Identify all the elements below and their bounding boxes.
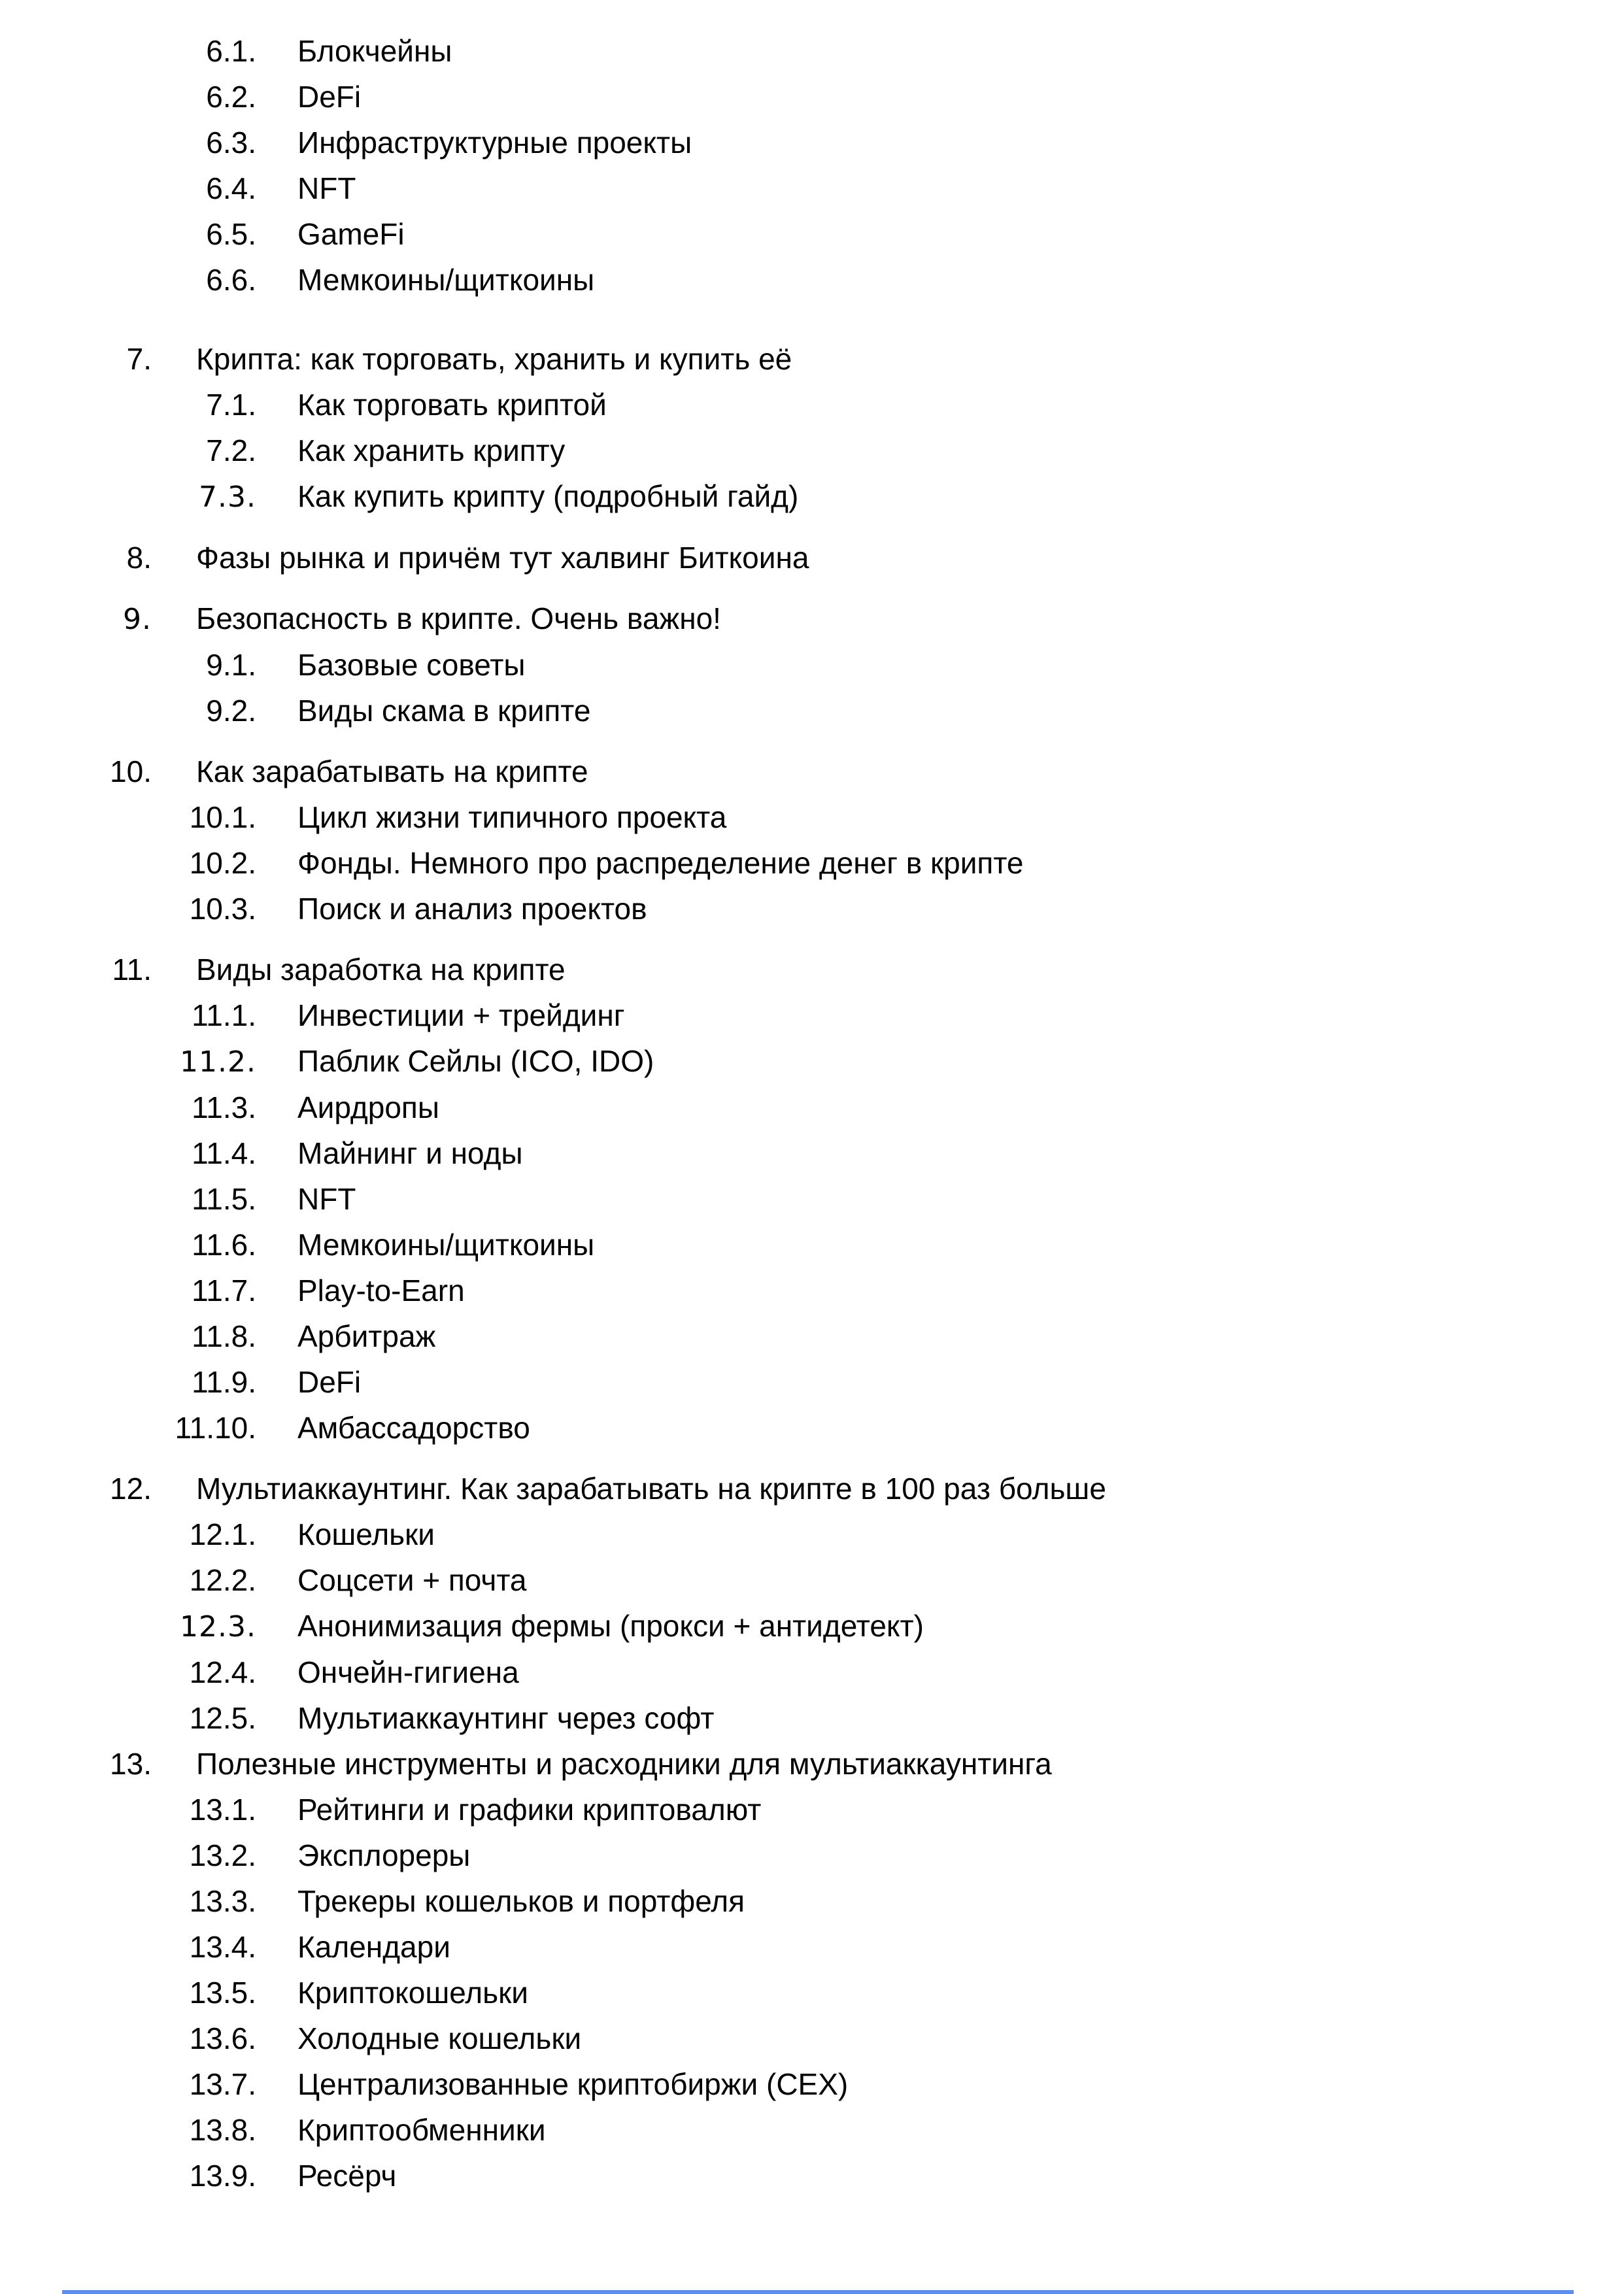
toc-item-label: Трекеры кошельков и портфеля [297,1884,745,1918]
toc-item-label: Мемкоины/щиткоины [297,263,595,297]
toc-item-number: 11.2. [180,1045,256,1079]
toc-item-number: 10.1. [189,800,256,834]
toc-item [0,1181,1624,1218]
toc-item [0,1089,1624,1126]
toc-item [0,1700,1624,1737]
toc-item-label: Мультиаккаунтинг. Как зарабатывать на крипте в 100 раз больше [196,1472,1106,1506]
toc-item-label: Ончейн-гигиена [297,1655,519,1689]
toc-item-label: Как хранить крипту [297,433,566,467]
toc-item-number: 6.2. [206,80,256,114]
toc-item-number: 9.2. [206,694,256,728]
toc-item-label: Календари [297,1930,450,1964]
toc-item [0,124,1624,161]
toc-item [0,2157,1624,2195]
toc-item-number: 12.3. [180,1610,256,1644]
toc-item-number: 11.10. [175,1411,256,1445]
toc-item-number: 11.6. [192,1228,256,1262]
toc-item [0,261,1624,299]
toc-item-label: Play-to-Earn [297,1274,465,1307]
toc-item [0,647,1624,684]
toc-item-label: Холодные кошельки [297,2021,582,2055]
toc-item-number: 8. [126,541,152,575]
toc-item [0,1226,1624,1264]
toc-item-label: Блокчейны [297,34,452,68]
toc-item-label: DeFi [297,1365,362,1399]
toc-item-label: Кошельки [297,1517,435,1551]
toc-item-number: 13.3. [189,1884,256,1918]
toc-item [0,1364,1624,1401]
toc-item-number: 13.9. [189,2159,256,2193]
toc-item [0,341,1624,378]
toc-item-number: 13.2. [189,1838,256,1872]
toc-item-number: 11.5. [192,1182,256,1216]
toc-item [0,170,1624,207]
toc-item [0,1318,1624,1355]
toc-item-number: 10. [110,754,152,788]
toc-item [0,1409,1624,1447]
toc-item [0,890,1624,928]
toc-item-label: NFT [297,1182,356,1216]
toc-item [0,1654,1624,1691]
toc-item-number: 12. [110,1472,152,1506]
toc-item-label: Крипта: как торговать, хранить и купить её [196,342,792,376]
toc-item-number: 11.8. [192,1319,256,1353]
toc-item-number: 7. [126,342,152,376]
toc-item-number: 13.4. [189,1930,256,1964]
toc-item [0,33,1624,70]
toc-item-number: 7.2. [206,433,256,467]
toc-item [0,1791,1624,1829]
toc-item-number: 13.5. [189,1976,256,2010]
toc-item [0,478,1624,516]
toc-item-label: Поиск и анализ проектов [297,892,647,926]
toc-item-number: 11.7. [192,1274,256,1307]
toc-item [0,1974,1624,2012]
toc-item-label: Майнинг и ноды [297,1136,523,1170]
toc-item-number: 11.3. [192,1090,256,1124]
toc-item-number: 9. [123,603,152,636]
toc-item-label: Мультиаккаунтинг через софт [297,1701,715,1735]
toc-item-label: GameFi [297,217,405,251]
toc-item-label: Безопасность в крипте. Очень важно! [196,601,721,635]
toc-item-number: 11.4. [192,1136,256,1170]
toc-item [0,1272,1624,1309]
toc-item-label: Соцсети + почта [297,1563,527,1597]
toc-item [0,216,1624,253]
toc-item [0,600,1624,638]
toc-item-number: 12.4. [189,1655,256,1689]
toc-item [0,1043,1624,1081]
toc-item [0,1837,1624,1874]
toc-item [0,845,1624,882]
toc-item-label: Виды заработка на крипте [196,953,566,987]
toc-item-number: 11.9. [192,1365,256,1399]
toc-item-number: 13.8. [189,2113,256,2147]
toc-item-label: Централизованные криптобиржи (CEX) [297,2067,849,2101]
toc-item-label: Амбассадорство [297,1411,530,1445]
toc-item-label: Цикл жизни типичного проекта [297,800,727,834]
toc-item-number: 10.3. [189,892,256,926]
toc-item [0,1608,1624,1645]
toc-item-number: 11. [112,953,152,987]
toc-item-label: DeFi [297,80,362,114]
toc-item [0,1562,1624,1599]
toc-item [0,1135,1624,1172]
toc-item [0,799,1624,836]
toc-item-number: 6.1. [206,34,256,68]
toc-item-label: Арбитраж [297,1319,436,1353]
toc-item-number: 13. [110,1747,152,1781]
toc-item-label: Анонимизация фермы (прокси + антидетект) [297,1609,924,1643]
toc-item-number: 7.1. [206,388,256,422]
toc-item-label: NFT [297,171,356,205]
toc-item-number: 6.6. [206,263,256,297]
toc-item [0,2066,1624,2103]
toc-item-label: Инвестиции + трейдинг [297,998,625,1032]
toc-item-label: Ресёрч [297,2159,397,2193]
page-bottom-accent-bar [62,2290,1574,2294]
toc-item-label: Мемкоины/щиткоины [297,1228,595,1262]
toc-item [0,1746,1624,1783]
toc-item-number: 12.1. [189,1517,256,1551]
toc-item-label: Криптокошельки [297,1976,528,2010]
toc-item-number: 12.2. [189,1563,256,1597]
toc-item-number: 11.1. [192,998,256,1032]
toc-item [0,2020,1624,2057]
toc-item-number: 12.5. [189,1701,256,1735]
toc-item [0,432,1624,469]
toc-item [0,1516,1624,1553]
toc-item [0,997,1624,1034]
toc-item-number: 10.2. [189,846,256,880]
toc-item [0,753,1624,790]
toc-item-number: 6.3. [206,126,256,160]
toc-item-label: Паблик Сейлы (ICO, IDO) [297,1044,654,1078]
toc-item [0,2112,1624,2149]
toc-item [0,692,1624,730]
toc-item-label: Как торговать криптой [297,388,607,422]
toc-item-label: Фонды. Немного про распределение денег в крипте [297,846,1024,880]
toc-item-label: Инфраструктурные проекты [297,126,692,160]
toc-item-label: Эксплореры [297,1838,471,1872]
toc-item-label: Криптообменники [297,2113,546,2147]
toc-item-number: 9.1. [206,648,256,682]
toc-item-label: Как зарабатывать на крипте [196,754,588,788]
toc-item [0,951,1624,988]
toc-item-label: Базовые советы [297,648,526,682]
toc-item [0,78,1624,116]
toc-item-number: 13.7. [189,2067,256,2101]
toc-item-label: Виды скама в крипте [297,694,591,728]
toc-item [0,386,1624,424]
toc-item-number: 6.4. [206,171,256,205]
toc-item-number: 13.1. [189,1793,256,1827]
toc-item [0,1883,1624,1920]
toc-item-label: Рейтинги и графики криптовалют [297,1793,762,1827]
toc-item-number: 6.5. [206,217,256,251]
toc-item-label: Фазы рынка и причём тут халвинг Биткоина [196,541,809,575]
toc-item [0,539,1624,577]
toc-item [0,1470,1624,1508]
toc-item [0,1929,1624,1966]
toc-item-number: 13.6. [189,2021,256,2055]
toc-item-label: Аирдропы [297,1090,439,1124]
toc-item-number: 7.3. [199,481,256,514]
toc-item-label: Как купить крипту (подробный гайд) [297,479,799,513]
toc-item-label: Полезные инструменты и расходники для мультиаккаунтинга [196,1747,1052,1781]
